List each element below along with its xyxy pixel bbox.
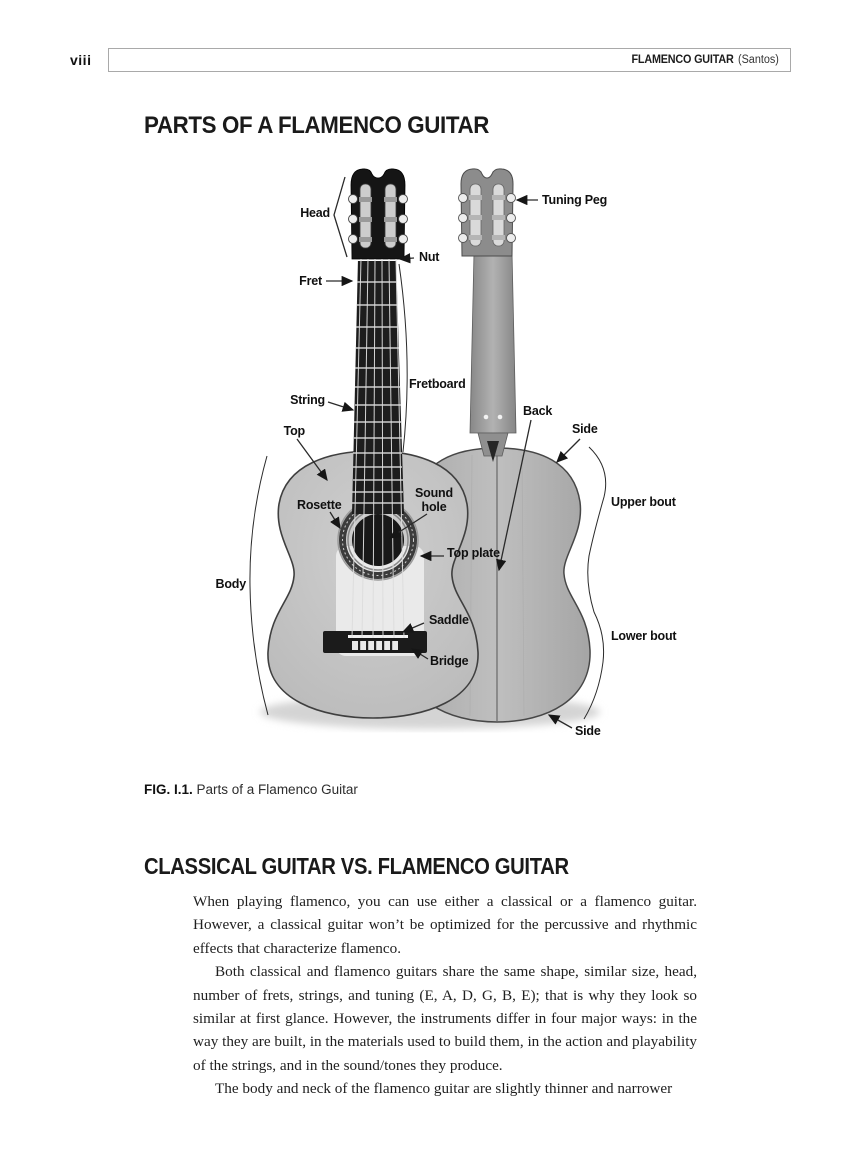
label-back: Back <box>523 404 553 418</box>
label-sound-hole: Sound hole <box>415 486 453 514</box>
label-rosette: Rosette <box>297 498 342 512</box>
bridge-assembly <box>323 631 427 653</box>
label-top-plate: Top plate <box>447 546 500 560</box>
label-string: String <box>290 393 325 407</box>
running-header-title: FLAMENCO GUITAR <box>631 54 734 66</box>
figure-caption <box>144 782 358 797</box>
paragraph: When playing flamenco, you can use either a classical or a flamenco guitar. However, a classical guitar won’t be optimized for the percussive and rhythmic effects that characterize flamenco. <box>193 893 697 957</box>
figure-caption-label: FIG. I.1. <box>144 782 193 797</box>
label-body: Body <box>215 577 246 591</box>
figure-caption-text: Parts of a Flamenco Guitar <box>196 782 358 797</box>
label-side-top: Side <box>572 422 598 436</box>
label-lower-bout: Lower bout <box>611 629 677 643</box>
label-bridge: Bridge <box>430 654 469 668</box>
label-fretboard: Fretboard <box>409 377 466 391</box>
label-saddle: Saddle <box>429 613 469 627</box>
paragraph: Both classical and flamenco guitars share the same shape, similar size, head, number of frets, strings, and tuning (E, A, D, G, B, E); that is why they look so similar at first glance. However, the instruments differ in four major ways: in the way they are built, in the materials used to build them, in the action and playability of the strings, and in the sound/tones they produce. <box>193 963 698 1074</box>
label-fret: Fret <box>299 274 322 288</box>
label-upper-bout: Upper bout <box>611 495 676 509</box>
running-header-author: (Santos) <box>737 54 779 66</box>
page-number: viii <box>70 52 92 68</box>
figure-guitar-parts <box>0 160 864 774</box>
body-text <box>193 890 697 1101</box>
running-header <box>108 48 791 72</box>
section-title-parts: PARTS OF A FLAMENCO GUITAR <box>144 112 489 139</box>
section-title-classical-vs-flamenco: CLASSICAL GUITAR VS. FLAMENCO GUITAR <box>144 853 569 879</box>
label-side-bottom: Side <box>575 724 601 738</box>
label-tuning-peg: Tuning Peg <box>542 193 608 207</box>
label-top: Top <box>283 424 305 438</box>
label-head: Head <box>300 206 330 220</box>
label-nut: Nut <box>419 250 440 264</box>
paragraph: The body and neck of the flamenco guitar are slightly thinner and narrower <box>215 1080 673 1098</box>
